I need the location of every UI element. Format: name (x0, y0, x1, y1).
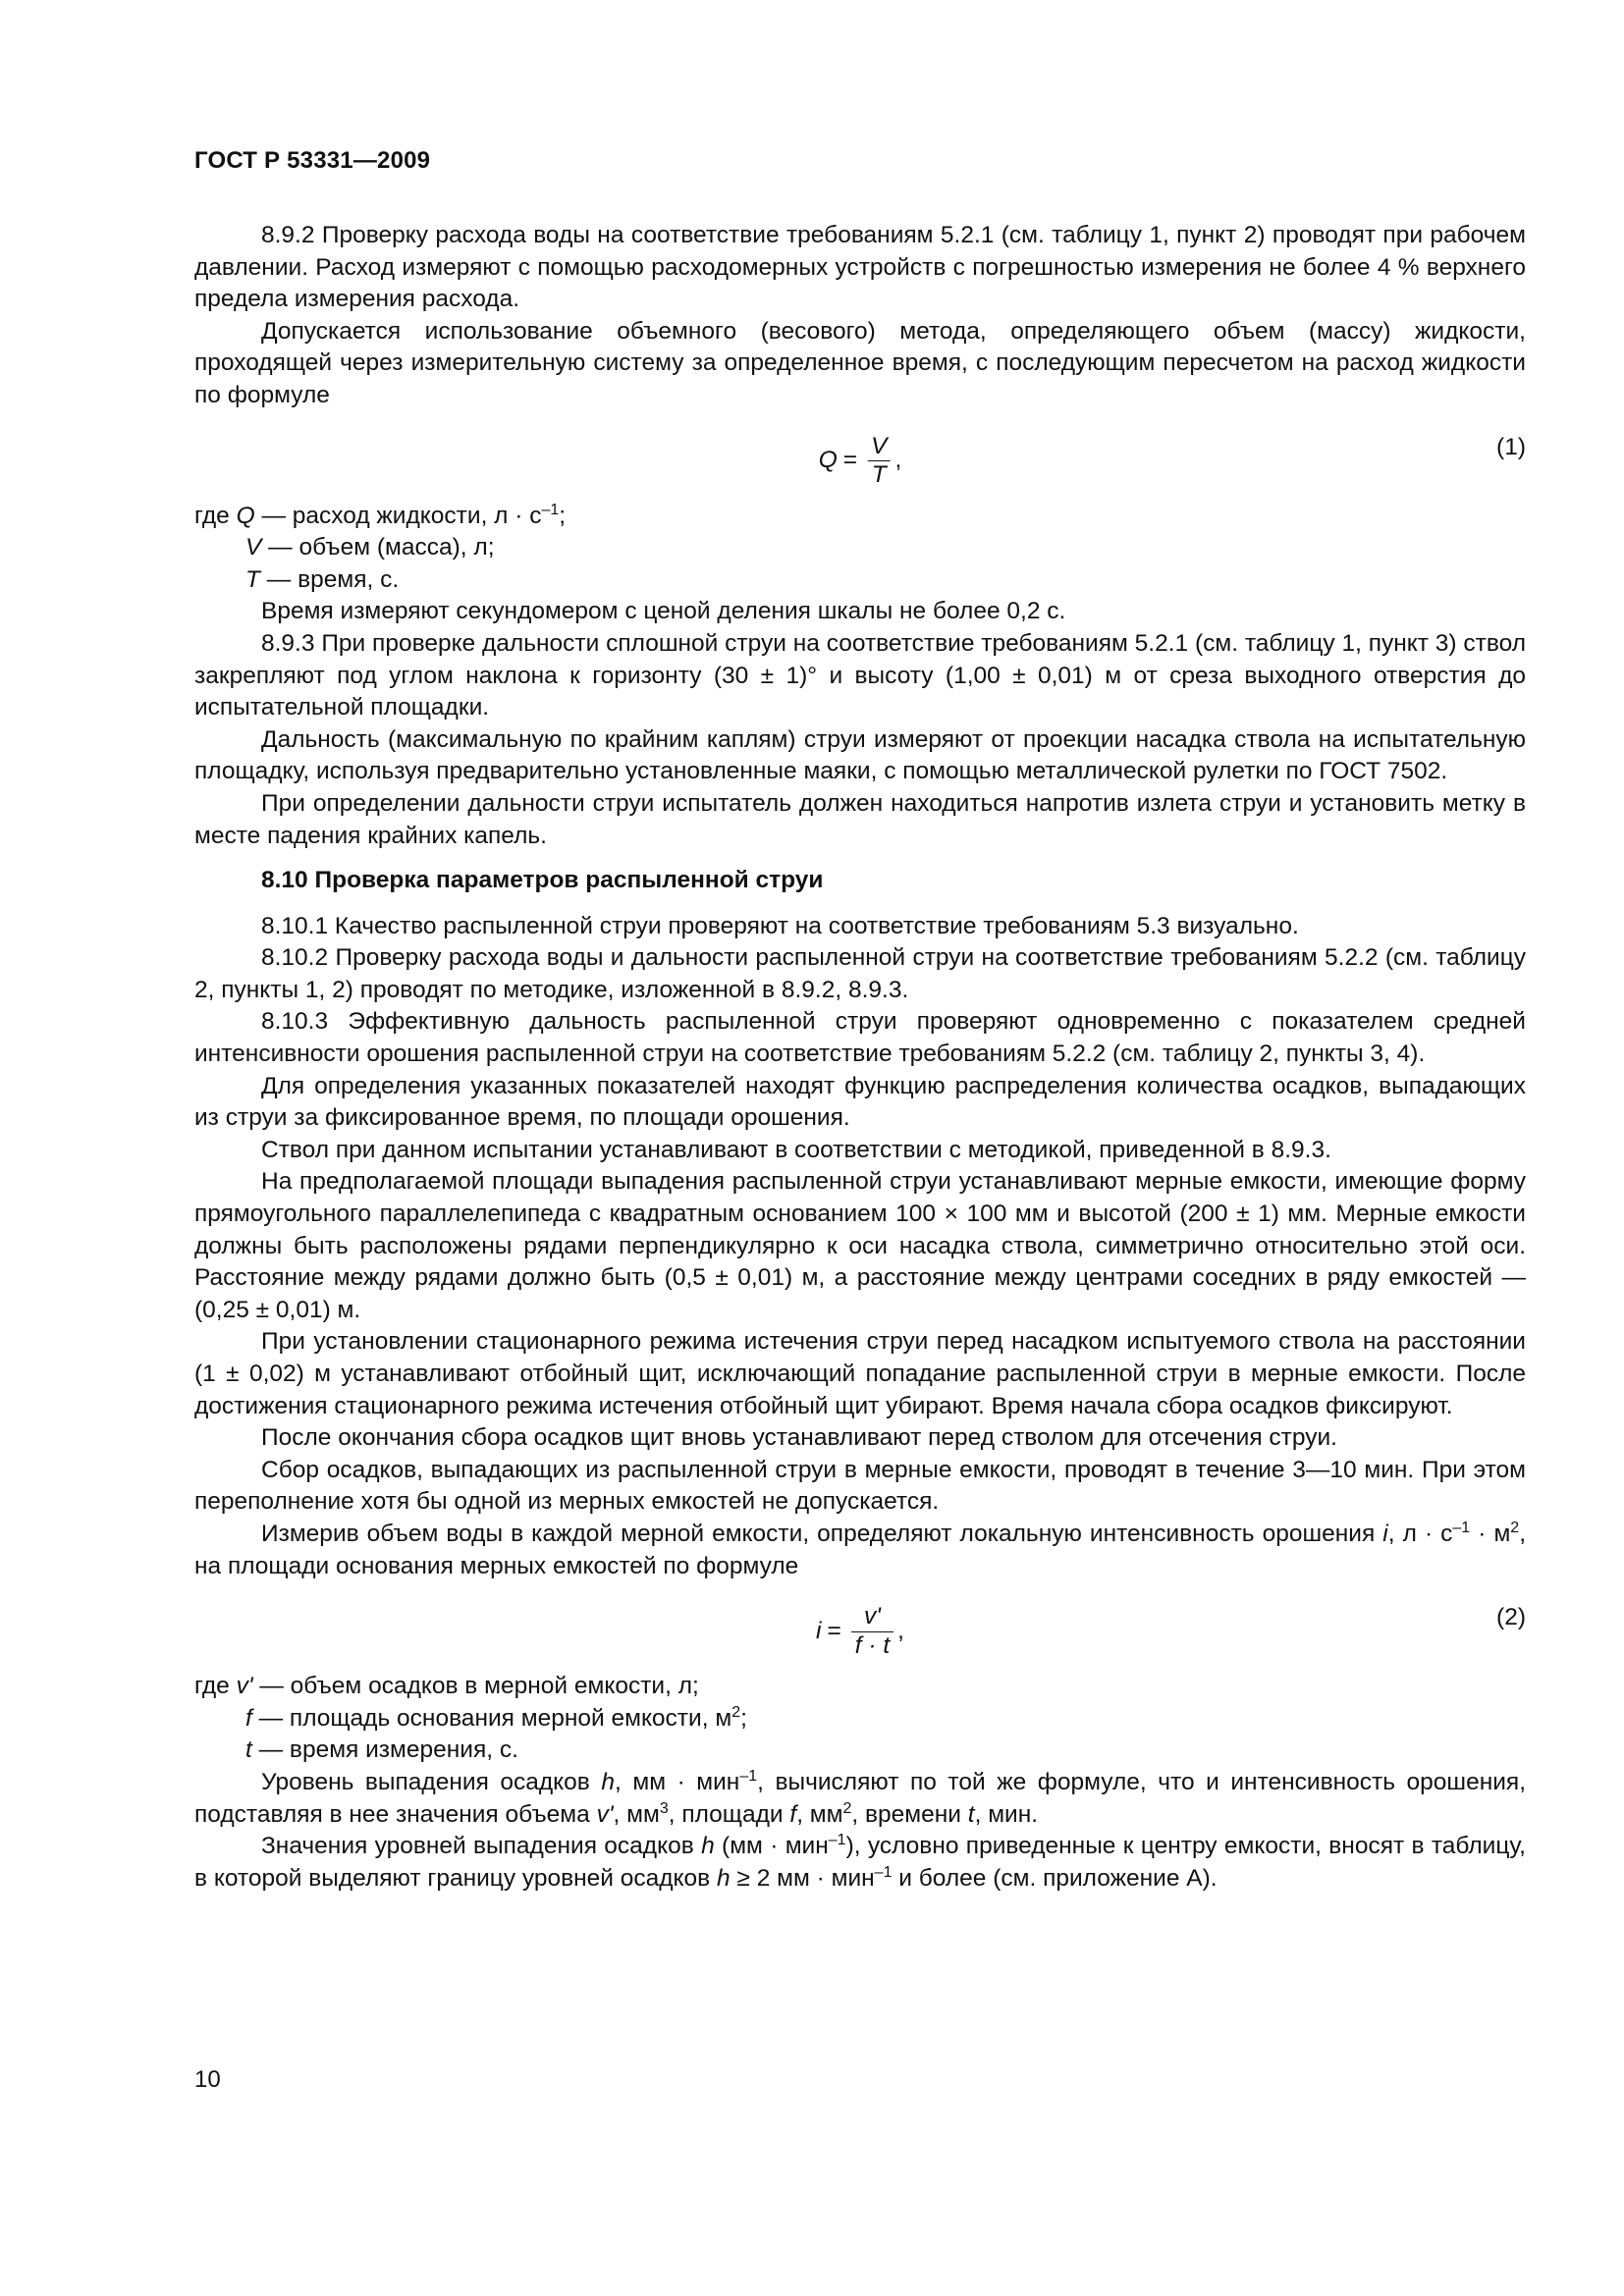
where2-prefix: где (194, 1673, 230, 1700)
formula-2-fraction (851, 1603, 893, 1659)
section-heading-8-10: 8.10 Проверка параметров распыленной струи (261, 867, 824, 894)
level-text-h: , времени (851, 1800, 968, 1828)
paragraph-barrel-setup: Ствол при данном испытании устанавливают в соответствии с методикой, приведенной в 8.9.3. (261, 1136, 1331, 1163)
where-v-text: — объем (масса), л; (261, 534, 495, 561)
paragraph-stopwatch: Время измеряют секундомером с ценой деления шкалы не более 0,2 с. (261, 598, 1066, 625)
symbol-t: T (245, 565, 260, 593)
symbol-f-2: f (789, 1800, 797, 1828)
level-text-i: , мин. (974, 1800, 1039, 1828)
level-text-e: , площади (668, 1800, 790, 1828)
formula-1-denominator: T (868, 460, 891, 489)
level-sup-2: 3 (659, 1799, 669, 1817)
level-text-g: , мм (796, 1800, 843, 1828)
where2-f (194, 1703, 1526, 1735)
formula-1-fraction (867, 433, 891, 489)
paragraph-8-9-3: 8.9.3 При проверке дальности сплошной струи на соответствие требованиям 5.2.1 (см. таблицу 1, пункт 3) ствол закрепляют под углом наклона к горизонту (30 ± 1)° и высоту (1,00 ± 0,01) м от среза выходного отверстия до испытательной площадки. (194, 629, 1526, 721)
symbol-h-2: h (701, 1833, 715, 1860)
paragraph-precipitation-level (194, 1767, 1526, 1831)
page-header: ГОСТ Р 53331—2009 (194, 147, 431, 174)
values-text-c: ), условно приведенные к центру емкости, вносят в таблицу, в которой выделяют границу уровней осадков (194, 1833, 1526, 1892)
intensity-text-a: Измерив объем воды в каждой мерной емкости, определяют локальную интенсивность орошения (261, 1520, 1383, 1547)
paragraph-precipitation-values (194, 1831, 1526, 1895)
intensity-sup-1: –1 (1452, 1519, 1471, 1536)
formula-1 (194, 426, 1526, 497)
formula-2-denominator: f · t (851, 1631, 893, 1660)
where-prefix: где (194, 502, 230, 529)
where-v (194, 532, 1526, 564)
symbol-f: f (245, 1704, 252, 1732)
symbol-t-small: t (245, 1736, 252, 1764)
paragraph-volume-method: Допускается использование объемного (весового) метода, определяющего объем (массу) жидкости, проходящей через измерительную систему за определенное время, с последующим пересчетом на расход жидкости по формуле (194, 317, 1526, 408)
values-text-b: (мм · мин (714, 1833, 829, 1860)
where2-v-text: — объем осадков в мерной емкости, л; (252, 1673, 699, 1700)
symbol-h-3: h (717, 1864, 731, 1892)
formula-1-eq: = (842, 447, 858, 474)
paragraph-8-9-2: 8.9.2 Проверку расхода воды на соответствие требованиям 5.2.1 (см. таблицу 1, пункт 2) проводят при рабочем давлении. Расход измеряют с помощью расходомерных устройств с погрешностью измерения не более 4 % верхнего предела измерения расхода. (194, 222, 1526, 313)
values-text-e: и более (см. приложение А). (892, 1864, 1218, 1892)
level-sup-1: –1 (739, 1767, 758, 1785)
intensity-text-c: · м (1470, 1520, 1511, 1547)
page-content (194, 220, 1526, 1895)
intensity-sup-2: 2 (1510, 1519, 1520, 1536)
intensity-text-d: , на площади основания мерных емкостей по формуле (194, 1520, 1527, 1579)
formula-1-expression (819, 426, 902, 497)
paragraph-8-10-3: 8.10.3 Эффективную дальность распыленной струи проверяют одновременно с показателем средней интенсивности орошения распыленной струи на соответствие требованиям 5.2.2 (см. таблицу 2, пункты 3, 4). (194, 1008, 1526, 1068)
values-sup-2: –1 (874, 1863, 893, 1881)
formula-2-expression (816, 1596, 904, 1667)
paragraph-containers: На предполагаемой площади выпадения распыленной струи устанавливают мерные емкости, имеющие форму прямоугольного параллелепипеда с квадратным основанием 100 × 100 мм и высотой (200 ± 1) мм. Мерные емкости должны быть расположены рядами перпендикулярно к оси насадка ствола, симметрично относительно этой оси. Расстояние между рядами должно быть (0,5 ± 0,01) м, а расстояние между центрами соседних в ряду емкостей — (0,25 ± 0,01) м. (194, 1168, 1526, 1323)
formula-1-comma: , (894, 447, 902, 474)
symbol-t-2: t (967, 1800, 975, 1828)
paragraph-tester-position: При определении дальности струи испытатель должен находиться напротив излета струи и установить метку в месте падения крайних капель. (194, 789, 1526, 849)
formula-2-number: (2) (1496, 1604, 1526, 1631)
formula-1-lhs: Q (818, 447, 838, 474)
formula-2-lhs: i (816, 1617, 822, 1644)
symbol-v-prime-2: v' (596, 1800, 614, 1828)
where2-f-sup: 2 (731, 1703, 741, 1721)
formula-1-number: (1) (1496, 433, 1526, 460)
level-text-a: Уровень выпадения осадков (261, 1768, 602, 1795)
page-number: 10 (194, 2066, 221, 2093)
paragraph-distribution: Для определения указанных показателей находят функцию распределения количества осадков, выпадающих из струи за фиксированное время, по площади орошения. (194, 1072, 1526, 1132)
values-text-a: Значения уровней выпадения осадков (261, 1833, 702, 1860)
where-q-text: — расход жидкости, л · с (254, 502, 542, 529)
formula-2 (194, 1596, 1526, 1667)
where2-v (194, 1671, 1526, 1703)
formula-2-eq: = (827, 1617, 841, 1644)
level-text-d: , мм (613, 1800, 660, 1828)
formula-2-numerator: v' (864, 1603, 881, 1630)
where-q (194, 501, 1526, 533)
where2-t (194, 1735, 1526, 1767)
symbol-h: h (601, 1768, 615, 1795)
where2-f-end: ; (740, 1704, 747, 1732)
symbol-q: Q (236, 502, 255, 529)
paragraph-shield-return: После окончания сбора осадков щит вновь устанавливают перед стволом для отсечения струи. (261, 1424, 1337, 1452)
paragraph-range-measure: Дальность (максимальную по крайним каплям) струи измеряют от проекции насадка ствола на испытательную площадку, используя предварительно установленные маяки, с помощью металлической рулетки по ГОСТ 7502. (194, 725, 1526, 785)
values-sup-1: –1 (828, 1831, 846, 1848)
symbol-i: i (1382, 1520, 1388, 1547)
where2-f-text: — площадь основания мерной емкости, м (251, 1704, 732, 1732)
level-sup-3: 2 (842, 1799, 852, 1817)
formula-1-numerator: V (871, 432, 888, 459)
paragraph-collection-time: Сбор осадков, выпадающих из распыленной струи в мерные емкости, проводят в течение 3—10 мин. При этом переполнение хотя бы одной из мерных емкостей не допускается. (194, 1456, 1526, 1516)
paragraph-intensity (194, 1519, 1526, 1582)
where-t-text: — время, с. (259, 565, 400, 593)
formula-2-comma: , (897, 1617, 904, 1644)
paragraph-8-10-2: 8.10.2 Проверку расхода воды и дальности распыленной струи на соответствие требованиям 5.2.2 (см. таблицу 2, пункты 1, 2) проводят по методике, изложенной в 8.9.2, 8.9.3. (194, 944, 1526, 1003)
paragraph-shield: При установлении стационарного режима истечения струи перед насадком испытуемого ствола на расстоянии (1 ± 0,02) м устанавливают отбойный щит, исключающий попадание распыленной струи в мерные емкости. После достижения стационарного режима истечения отбойный щит убирают. Время начала сбора осадков фиксируют. (194, 1328, 1526, 1419)
where2-t-text: — время измерения, с. (251, 1736, 518, 1764)
where-q-sup: –1 (541, 501, 560, 518)
values-text-d: ≥ 2 мм · мин (730, 1864, 875, 1892)
where-t (194, 564, 1526, 597)
level-text-c: , вычисляют по той же формуле, что и интенсивность орошения, подставляя в нее значения объема (194, 1768, 1527, 1828)
symbol-v: V (245, 534, 262, 561)
where-q-end: ; (559, 502, 567, 529)
symbol-v-prime: v' (236, 1673, 253, 1700)
intensity-text-b: , л · с (1387, 1520, 1453, 1547)
level-text-b: , мм · мин (615, 1768, 740, 1795)
paragraph-8-10-1: 8.10.1 Качество распыленной струи проверяют на соответствие требованиям 5.3 визуально. (261, 912, 1299, 939)
